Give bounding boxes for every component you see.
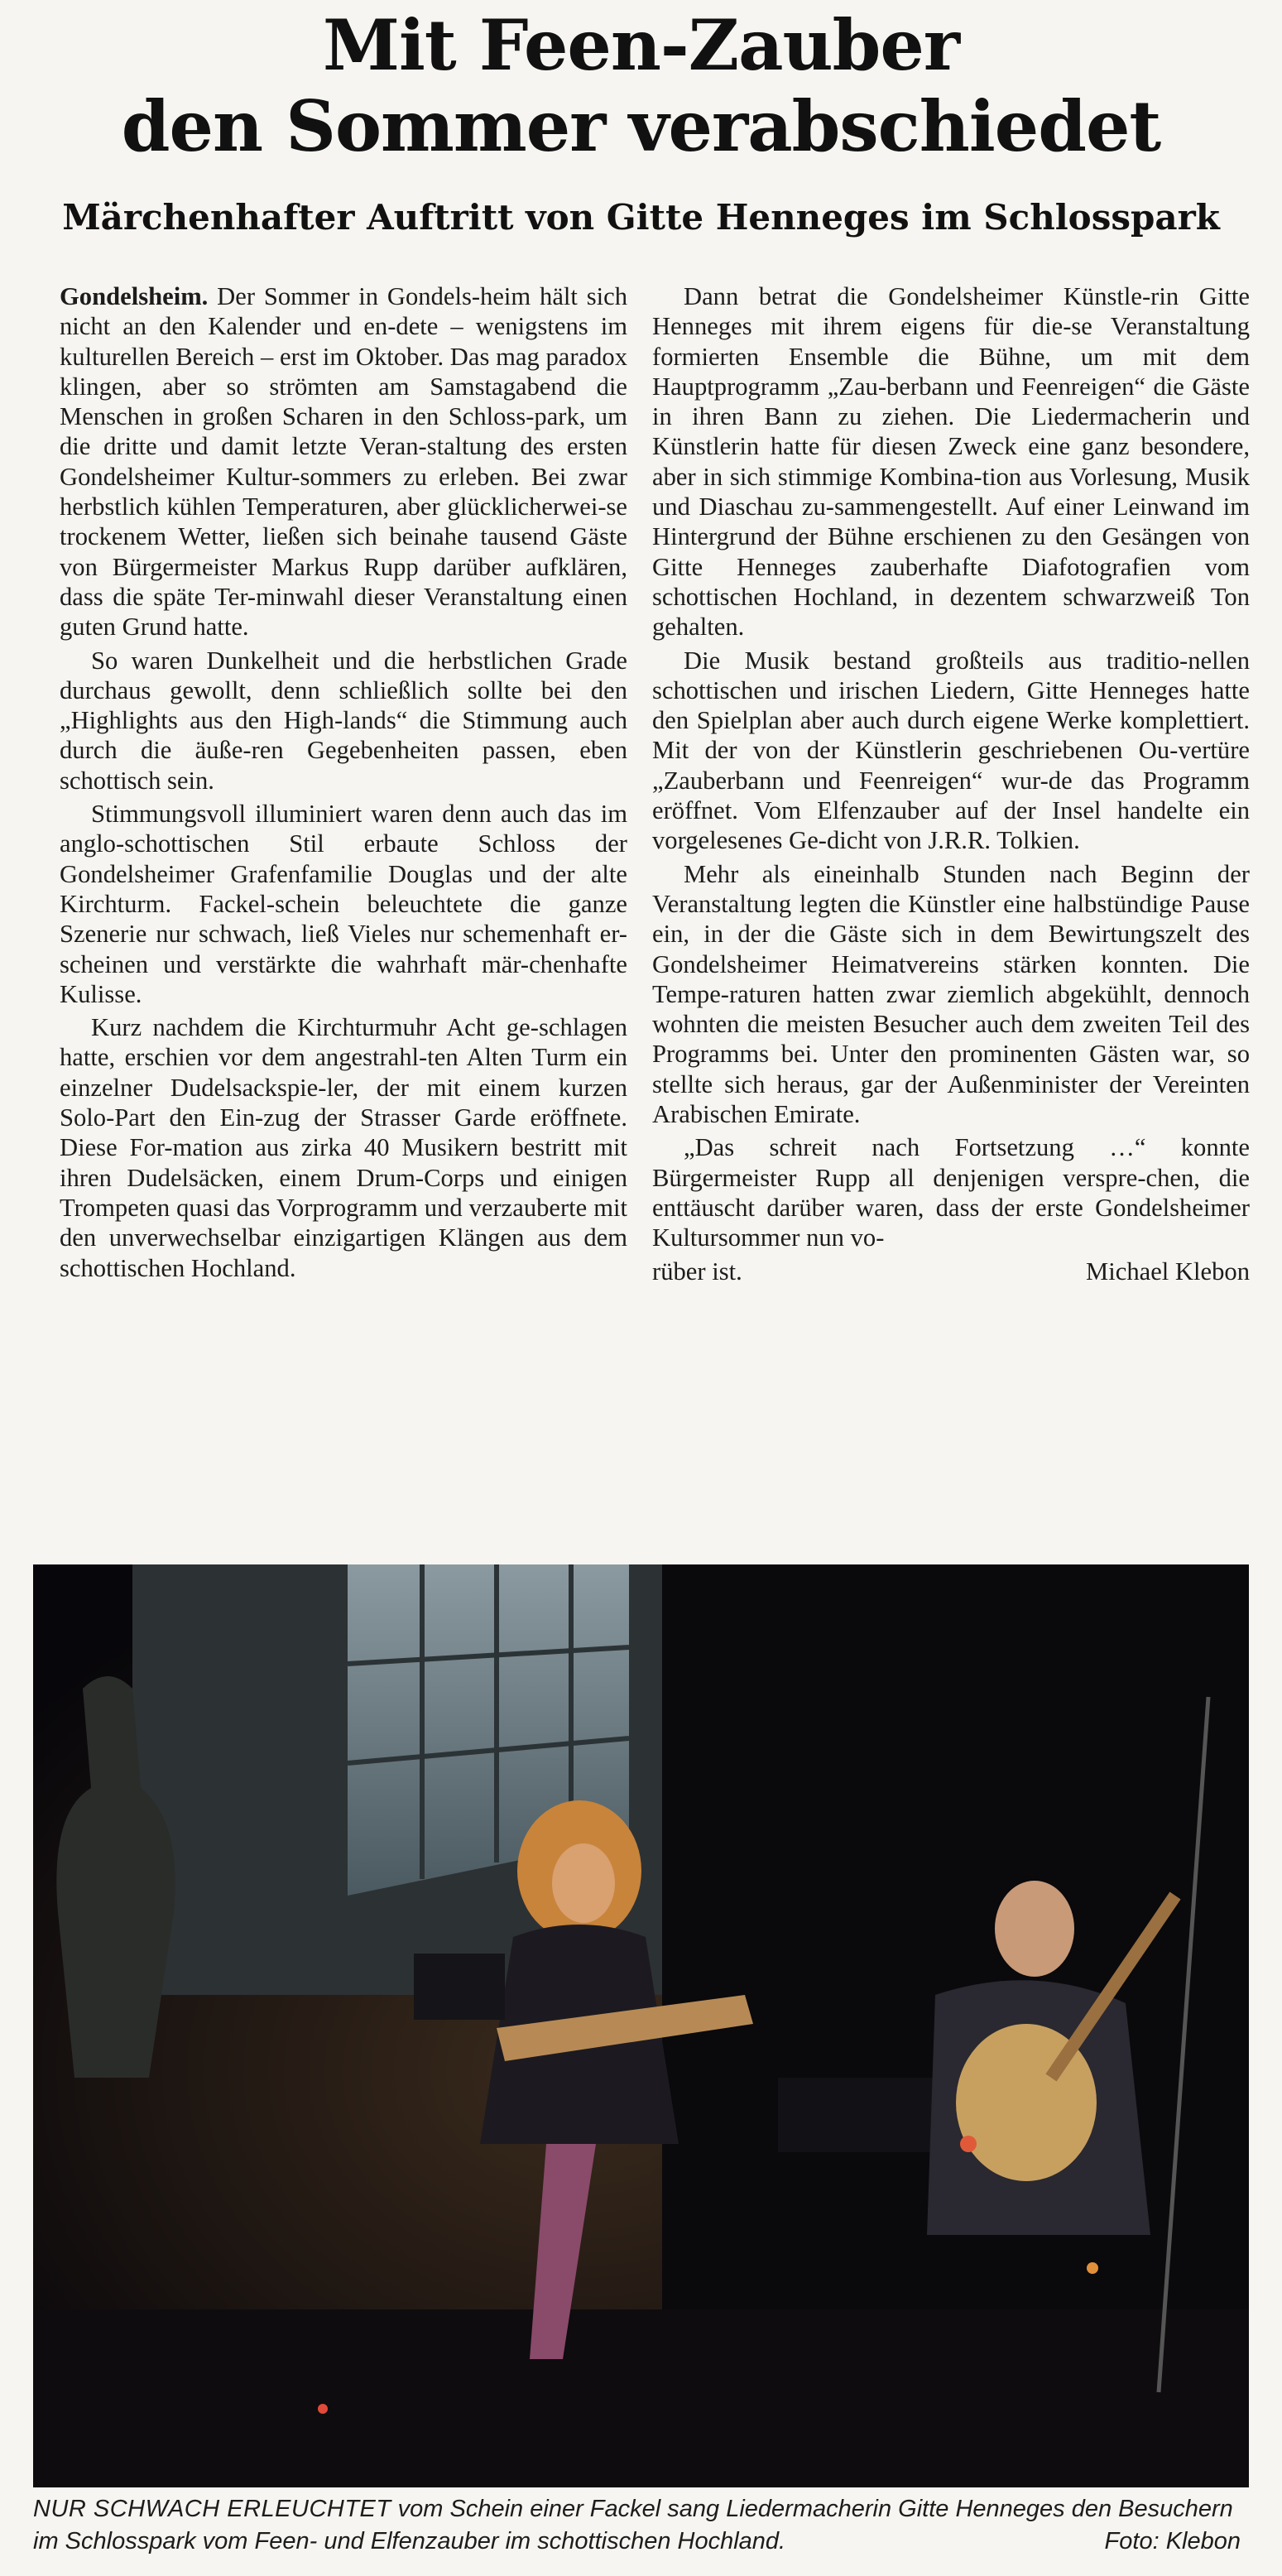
paragraph: Stimmungsvoll illuminiert waren denn auch das im anglo-schottischen Stil erbaute Schloss der Gondelsheimer Grafenfamilie Douglas und der alte Kirchturm. Fackel-schein beleuchtete die ganze Szenerie nur schwach, ließ Vieles nur schemenhaft er-scheinen und verstärkte die wahrhaft mär-chenhafte Kulisse. [60,800,627,1008]
caption-lead: NUR SCHWACH ERLEUCHTET [33,2496,391,2522]
photo-credit: Foto: Klebon [1104,2528,1241,2554]
article-column-left [60,281,627,1286]
paragraph: Dann betrat die Gondelsheimer Künstle-rin Gitte Henneges mit ihrem eigens für die-se Veranstaltung formierten Ensemble die Bühne, um mit dem Hauptprogramm „Zau-berbann und Feenreigen“ die Gäste in ihren Bann zu ziehen. Die Liedermacherin und Künstlerin hatte für diesen Zweck eine ganz besondere, aber in sich stimmige Kombina-tion aus Vorlesung, Musik und Diaschau zu-sammengestellt. Auf einer Leinwand im Hintergrund der Bühne erschienen zu den Gesängen von Gitte Henneges zauberhafte Diafotografien vom schottischen Hochland, in dezentem schwarzweiß Ton gehalten. [652,282,1250,642]
paragraph-text: Der Sommer in Gondels-heim hält sich nicht an den Kalender und en-dete – wenigstens im kulturellen Bereich – erst im Oktober. Das mag paradox klingen, aber so strömten am Samstagabend die Menschen in großen Scharen in den Schloss-park, um die dritte und damit letzte Veran-staltung des ersten Gondelsheimer Kultur-sommers zu erleben. Bei zwar herbstlich kühlen Temperaturen, aber glücklicherwei-se trockenem Wetter, ließen sich beinahe tausend Gäste von Bürgermeister Markus Rupp darüber aufklären, dass die späte Ter-minwahl dieser Veranstaltung einen guten Grund hatte. [60,282,627,642]
guitarist-face [995,1881,1074,1977]
singer-face [552,1843,615,1923]
paragraph: Die Musik bestand großteils aus traditio-nellen schottischen und irischen Liedern, Gitte Henneges hatte den Spielplan aber auch durch eigene Werke komplettiert. Mit der von der Künstlerin geschriebenen Ou-vertüre „Zauberbann und Feenreigen“ wur-de das Programm eröffnet. Vom Elfenzauber auf der Insel handelte ein vorgelesenes Ge-dicht von J.R.R. Tolkien. [652,646,1250,855]
paragraph [60,281,627,642]
photo-illustration [33,1564,1249,2487]
dateline: Gondelsheim. [60,282,209,310]
author-byline: Michael Klebon [1086,1257,1250,1286]
paragraph: Kurz nachdem die Kirchturmuhr Acht ge-schlagen hatte, erschien vor dem angestrahl-ten Alten Turm ein einzelner Dudelsackspie-ler, der mit einem kurzen Solo-Part den Ein-zug der Strasser Garde eröffnete. Diese For-mation aus zirka 40 Musikern bestritt mit ihren Dudelsäcken, einem Drum-Corps und einigen Trompeten quasi das Vorprogramm und verzauberte mit den unverwechselbar einzigartigen Klängen aus dem schottischen Hochland. [60,1013,627,1282]
closing-last-line: rüber ist. [652,1257,742,1286]
subheadline: Märchenhafter Auftritt von Gitte Henneges im Schlosspark [62,197,1220,238]
paragraph: Mehr als eineinhalb Stunden nach Beginn der Veranstaltung legten die Künstler eine halbstündige Pause ein, in der die Gäste sich in dem Bewirtungszelt des Gondelsheimer Heimatvereins stärken konnten. Die Tempe-raturen hatten zwar ziemlich abgekühlt, dennoch wohnten die meisten Besucher auch dem zweiten Teil des Programms bei. Unter den prominenten Gästen war, so stellte sich heraus, gar der Außenminister der Vereinten Arabischen Emirate. [652,859,1250,1129]
headline: Mit Feen-Zauber den Sommer verabschiedet [121,4,1161,167]
paragraph: So waren Dunkelheit und die herbstlichen Grade durchaus gewollt, denn schließlich sollte bei den „Highlights aus den High-lands“ die Stimmung auch durch die äuße-ren Gegebenheiten passen, eben schottisch sein. [60,646,627,795]
closing-line [652,1257,1250,1286]
closing-paragraph: „Das schreit nach Fortsetzung …“ konnte Bürgermeister Rupp all denjenigen verspre-chen, die enttäuscht darüber waren, dass der erste Gondelsheimer Kultursommer nun vo- [652,1133,1250,1252]
photo-caption [33,2493,1249,2558]
music-stand [414,1954,505,2020]
article-column-right [652,281,1250,1286]
caption-text: vom Schein einer Fackel sang Liedermacherin Gitte Henneges den Besuchern im Schlosspark vom Feen- und Elfenzauber im schottischen Hochland. [33,2496,1233,2554]
concert-photo [33,1564,1249,2487]
